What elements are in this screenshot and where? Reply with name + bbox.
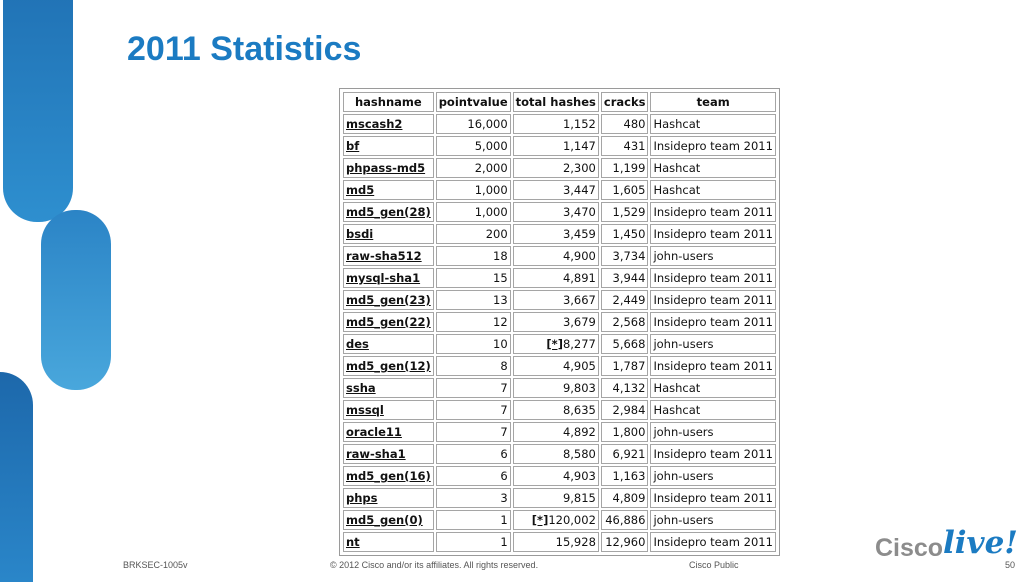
table-row	[343, 290, 776, 310]
cracks-cell: 46,886	[601, 510, 649, 530]
total-hashes-value: 120,002	[548, 513, 596, 527]
hashname-link[interactable]: raw-sha1	[343, 444, 434, 464]
team-cell: Insidepro team 2011	[650, 136, 775, 156]
table-row	[343, 312, 776, 332]
cracks-cell: 12,960	[601, 532, 649, 552]
decorative-bar-bottom	[0, 372, 33, 582]
hashname-link[interactable]: md5_gen(22)	[343, 312, 434, 332]
header-cracks: cracks	[601, 92, 649, 112]
total-hashes-cell	[513, 356, 599, 376]
team-cell: john-users	[650, 422, 775, 442]
team-cell: john-users	[650, 334, 775, 354]
hashname-link[interactable]: md5_gen(16)	[343, 466, 434, 486]
pointvalue-cell: 10	[436, 334, 511, 354]
table-row	[343, 422, 776, 442]
header-total-hashes: total hashes	[513, 92, 599, 112]
table-row	[343, 268, 776, 288]
total-hashes-value: 8,635	[562, 403, 596, 417]
team-cell: Insidepro team 2011	[650, 290, 775, 310]
hashname-link[interactable]: mysql-sha1	[343, 268, 434, 288]
total-hashes-cell	[513, 246, 599, 266]
team-cell: Hashcat	[650, 158, 775, 178]
cracks-cell: 431	[601, 136, 649, 156]
pointvalue-cell: 8	[436, 356, 511, 376]
team-cell: Insidepro team 2011	[650, 224, 775, 244]
table-row	[343, 224, 776, 244]
total-hashes-cell	[513, 114, 599, 134]
team-cell: Hashcat	[650, 180, 775, 200]
decorative-bar-top	[3, 0, 73, 222]
decorative-bar-middle	[41, 210, 111, 390]
pointvalue-cell: 200	[436, 224, 511, 244]
table-row	[343, 444, 776, 464]
team-cell: john-users	[650, 246, 775, 266]
total-hashes-cell	[513, 290, 599, 310]
total-hashes-value: 3,667	[562, 293, 596, 307]
team-cell: Insidepro team 2011	[650, 356, 775, 376]
total-hashes-value: 8,277	[562, 337, 596, 351]
hashname-link[interactable]: bsdi	[343, 224, 434, 244]
statistics-table	[341, 90, 778, 554]
total-hashes-cell	[513, 180, 599, 200]
total-hashes-value: 2,300	[562, 161, 596, 175]
table-row	[343, 488, 776, 508]
table-row	[343, 510, 776, 530]
hashname-link[interactable]: bf	[343, 136, 434, 156]
footer-classification: Cisco Public	[689, 560, 739, 570]
footnote-link[interactable]: [*]	[546, 337, 563, 351]
cracks-cell: 5,668	[601, 334, 649, 354]
pointvalue-cell: 13	[436, 290, 511, 310]
total-hashes-cell	[513, 466, 599, 486]
pointvalue-cell: 5,000	[436, 136, 511, 156]
hashname-link[interactable]: md5_gen(12)	[343, 356, 434, 376]
hashname-link[interactable]: phpass-md5	[343, 158, 434, 178]
table-row	[343, 400, 776, 420]
table-row	[343, 356, 776, 376]
cracks-cell: 1,605	[601, 180, 649, 200]
pointvalue-cell: 1,000	[436, 180, 511, 200]
cracks-cell: 1,163	[601, 466, 649, 486]
total-hashes-cell	[513, 378, 599, 398]
total-hashes-value: 3,447	[562, 183, 596, 197]
team-cell: Hashcat	[650, 114, 775, 134]
statistics-table-container	[339, 88, 780, 556]
footer-copyright: © 2012 Cisco and/or its affiliates. All rights reserved.	[330, 560, 539, 570]
hashname-link[interactable]: md5_gen(23)	[343, 290, 434, 310]
table-body	[343, 114, 776, 552]
pointvalue-cell: 6	[436, 466, 511, 486]
cracks-cell: 1,199	[601, 158, 649, 178]
total-hashes-cell	[513, 334, 599, 354]
pointvalue-cell: 12	[436, 312, 511, 332]
hashname-link[interactable]: nt	[343, 532, 434, 552]
cracks-cell: 480	[601, 114, 649, 134]
pointvalue-cell: 1	[436, 510, 511, 530]
total-hashes-cell	[513, 224, 599, 244]
pointvalue-cell: 18	[436, 246, 511, 266]
hashname-link[interactable]: md5_gen(0)	[343, 510, 434, 530]
hashname-link[interactable]: md5_gen(28)	[343, 202, 434, 222]
total-hashes-cell	[513, 488, 599, 508]
total-hashes-value: 4,892	[562, 425, 596, 439]
total-hashes-cell	[513, 202, 599, 222]
total-hashes-value: 1,152	[562, 117, 596, 131]
pointvalue-cell: 1	[436, 532, 511, 552]
table-header-row	[343, 92, 776, 112]
header-hashname: hashname	[343, 92, 434, 112]
total-hashes-cell	[513, 422, 599, 442]
table-row	[343, 114, 776, 134]
total-hashes-cell	[513, 444, 599, 464]
logo-cisco-text: Cisco	[875, 534, 944, 562]
cracks-cell: 2,984	[601, 400, 649, 420]
table-row	[343, 378, 776, 398]
table-row	[343, 246, 776, 266]
pointvalue-cell: 16,000	[436, 114, 511, 134]
total-hashes-cell	[513, 158, 599, 178]
pointvalue-cell: 7	[436, 422, 511, 442]
total-hashes-value: 1,147	[562, 139, 596, 153]
cracks-cell: 1,529	[601, 202, 649, 222]
total-hashes-value: 3,679	[562, 315, 596, 329]
table-row	[343, 334, 776, 354]
pointvalue-cell: 7	[436, 400, 511, 420]
total-hashes-cell	[513, 312, 599, 332]
total-hashes-value: 4,900	[562, 249, 596, 263]
cracks-cell: 3,944	[601, 268, 649, 288]
total-hashes-value: 4,905	[562, 359, 596, 373]
team-cell: Insidepro team 2011	[650, 444, 775, 464]
total-hashes-cell	[513, 136, 599, 156]
total-hashes-cell	[513, 400, 599, 420]
total-hashes-cell	[513, 510, 599, 530]
total-hashes-value: 15,928	[555, 535, 596, 549]
total-hashes-cell	[513, 532, 599, 552]
team-cell: john-users	[650, 466, 775, 486]
pointvalue-cell: 3	[436, 488, 511, 508]
table-row	[343, 202, 776, 222]
cracks-cell: 4,132	[601, 378, 649, 398]
team-cell: Hashcat	[650, 378, 775, 398]
team-cell: Insidepro team 2011	[650, 488, 775, 508]
table-row	[343, 136, 776, 156]
hashname-link[interactable]: des	[343, 334, 434, 354]
total-hashes-value: 3,470	[562, 205, 596, 219]
total-hashes-value: 4,891	[562, 271, 596, 285]
total-hashes-value: 9,815	[562, 491, 596, 505]
total-hashes-value: 4,903	[562, 469, 596, 483]
table-row	[343, 532, 776, 552]
hashname-link[interactable]: ssha	[343, 378, 434, 398]
header-team: team	[650, 92, 775, 112]
hashname-link[interactable]: oracle11	[343, 422, 434, 442]
footer-session-code: BRKSEC-1005v	[123, 560, 188, 570]
table-row	[343, 180, 776, 200]
pointvalue-cell: 6	[436, 444, 511, 464]
cracks-cell: 3,734	[601, 246, 649, 266]
header-pointvalue: pointvalue	[436, 92, 511, 112]
hashname-link[interactable]: raw-sha512	[343, 246, 434, 266]
team-cell: Insidepro team 2011	[650, 202, 775, 222]
total-hashes-value: 8,580	[562, 447, 596, 461]
table-row	[343, 466, 776, 486]
total-hashes-cell	[513, 268, 599, 288]
cracks-cell: 1,787	[601, 356, 649, 376]
total-hashes-value: 9,803	[562, 381, 596, 395]
table-row	[343, 158, 776, 178]
team-cell: Hashcat	[650, 400, 775, 420]
cracks-cell: 1,450	[601, 224, 649, 244]
footnote-link[interactable]: [*]	[531, 513, 549, 527]
logo-live-text: live!	[943, 525, 1018, 561]
cisco-live-logo	[875, 512, 1018, 562]
cracks-cell: 1,800	[601, 422, 649, 442]
cracks-cell: 2,568	[601, 312, 649, 332]
pointvalue-cell: 2,000	[436, 158, 511, 178]
cracks-cell: 4,809	[601, 488, 649, 508]
cracks-cell: 6,921	[601, 444, 649, 464]
pointvalue-cell: 15	[436, 268, 511, 288]
hashname-link[interactable]: phps	[343, 488, 434, 508]
hashname-link[interactable]: mssql	[343, 400, 434, 420]
hashname-link[interactable]: md5	[343, 180, 434, 200]
team-cell: john-users	[650, 510, 775, 530]
page-number: 50	[1005, 560, 1016, 570]
team-cell: Insidepro team 2011	[650, 532, 775, 552]
hashname-link[interactable]: mscash2	[343, 114, 434, 134]
team-cell: Insidepro team 2011	[650, 268, 775, 288]
pointvalue-cell: 1,000	[436, 202, 511, 222]
team-cell: Insidepro team 2011	[650, 312, 775, 332]
cracks-cell: 2,449	[601, 290, 649, 310]
slide-title: 2011 Statistics	[127, 30, 362, 68]
pointvalue-cell: 7	[436, 378, 511, 398]
total-hashes-value: 3,459	[562, 227, 596, 241]
